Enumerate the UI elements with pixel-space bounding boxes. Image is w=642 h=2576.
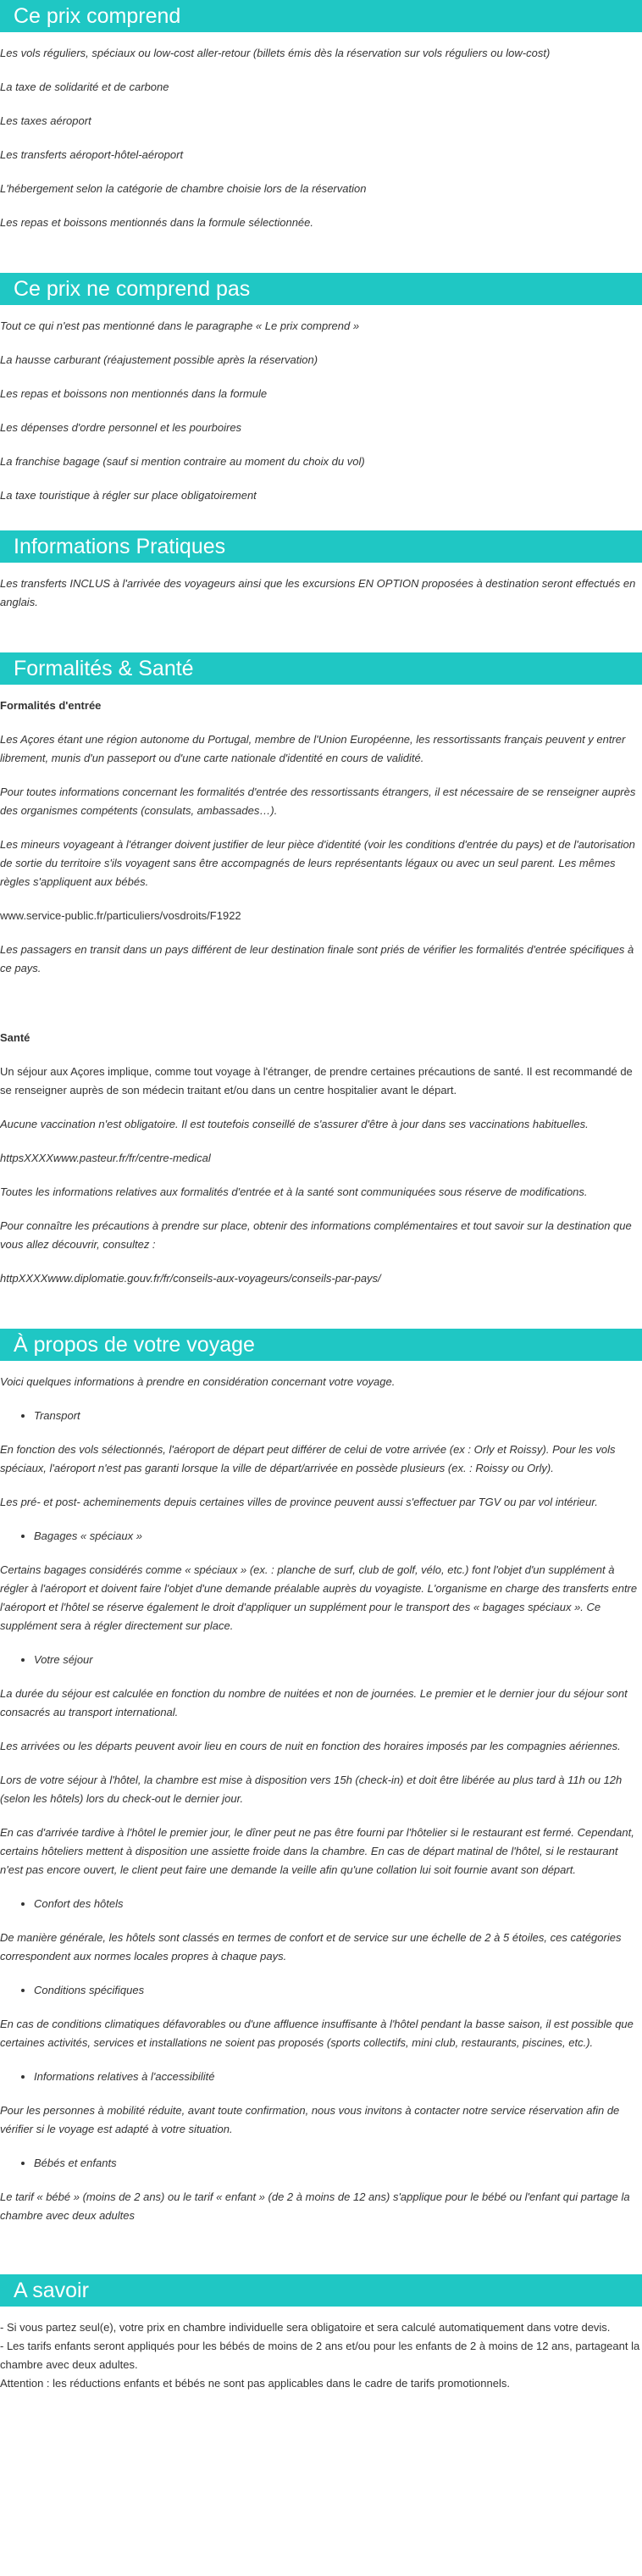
section-title: Formalités & Santé [0,652,642,685]
bullet-heading-conditions: • Conditions spécifiques [34,1981,642,2000]
bullet-heading-confort: • Confort des hôtels [34,1895,642,1913]
paragraph: Pour les personnes à mobilité réduite, avant toute confirmation, nous vous invitons à contacter notre service réservation afin de vérifier si le voyage est adapté à votre situation. [0,2104,620,2135]
list-item: La franchise bagage (sauf si mention contraire au moment du choix du vol) [0,455,365,468]
section-a-savoir [0,2274,642,2393]
bullet-list [0,1651,642,1669]
paragraph: Voici quelques informations à prendre en considération concernant votre voyage. [0,1375,396,1388]
bullet-heading-bebes: • Bébés et enfants [34,2154,642,2173]
bullet-heading-transport: • Transport [34,1407,642,1425]
bullet-heading-bagages: • Bagages « spéciaux » [34,1527,642,1546]
diplomatie-link[interactable]: httpXXXXwww.diplomatie.gouv.fr/fr/conseils-aux-voyageurs/conseils-par-pays/ [0,1272,381,1285]
section-title: Ce prix comprend [0,0,642,32]
list-item: Tout ce qui n'est pas mentionné dans le paragraphe « Le prix comprend » [0,319,360,332]
bullet-list [0,1895,642,1913]
section-body [0,685,642,1288]
list-item: Les repas et boissons mentionnés dans la formule sélectionnée. [0,216,313,229]
section-title: Informations Pratiques [0,530,642,563]
list-item: La taxe touristique à régler sur place obligatoirement [0,489,257,502]
section-title: À propos de votre voyage [0,1329,642,1361]
paragraph: Les passagers en transit dans un pays différent de leur destination finale sont priés de vérifier les formalités d'entrée spécifiques à ce pays. [0,943,634,974]
section-prix-ne-comprend [0,273,642,505]
paragraph: Pour connaître les précautions à prendre sur place, obtenir des informations complémentaires et tout savoir sur la destination que vous allez découvrir, consultez : [0,1219,632,1251]
section-body [0,305,642,505]
list-item: Les transferts aéroport-hôtel-aéroport [0,148,184,161]
bullet-list [0,1407,642,1425]
section-body [0,2307,642,2393]
section-a-propos [0,1329,642,2225]
subheading-formalites-entree: Formalités d'entrée [0,699,102,712]
bullet-list [0,2154,642,2173]
section-title: Ce prix ne comprend pas [0,273,642,305]
list-item: La hausse carburant (réajustement possible après la réservation) [0,353,318,366]
paragraph: Les mineurs voyageant à l'étranger doivent justifier de leur pièce d'identité (voir les conditions d'entrée du pays) et de l'autorisation de sortie du territoire s'ils voyagent sans être accompagnés de leurs représentants légaux ou avec un seul parent. Les mêmes règles s'appliquent aux bébés. [0,838,635,888]
paragraph: Un séjour aux Açores implique, comme tout voyage à l'étranger, de prendre certaines précautions de santé. Il est recommandé de se renseigner auprès de son médecin traitant et/ou dans un centre hospitalier avant le départ. [0,1065,633,1096]
list-item: Les taxes aéroport [0,114,91,127]
section-body [0,563,642,612]
section-formalites-sante [0,652,642,1288]
list-item: Les dépenses d'ordre personnel et les pourboires [0,421,242,434]
paragraph: En fonction des vols sélectionnés, l'aéroport de départ peut différer de celui de votre arrivée (ex : Orly et Roissy). Pour les vols spéciaux, l'aéroport n'est pas garanti lorsque la ville de départ/arrivée en possède plusieurs (ex. : Roissy ou Orly). [0,1443,616,1474]
paragraph: Les transferts INCLUS à l'arrivée des voyageurs ainsi que les excursions EN OPTION proposées à destination seront effectués en anglais. [0,577,636,608]
bullet-heading-sejour: • Votre séjour [34,1651,642,1669]
list-item: Les repas et boissons non mentionnés dans la formule [0,387,268,400]
paragraph: En cas de conditions climatiques défavorables ou d'une affluence insuffisante à l'hôtel pendant la basse saison, il est possible que certaines activités, services et installations ne soient pas proposés (sports collectifs, mini club, restaurants, piscines, etc.). [0,2018,634,2049]
section-body [0,32,642,232]
paragraph: Pour toutes informations concernant les formalités d'entrée des ressortissants étrangers, il est nécessaire de se renseigner auprès des organismes compétents (consulats, ambassades…). [0,786,636,817]
service-public-link[interactable]: www.service-public.fr/particuliers/vosdroits/F1922 [0,909,241,922]
section-prix-comprend [0,0,642,232]
bullet-list [0,1527,642,1546]
paragraph: La durée du séjour est calculée en fonction du nombre de nuitées et non de journées. Le premier et le dernier jour du séjour sont consacrés au transport international. [0,1687,628,1718]
section-body [0,1361,642,2225]
paragraph: Le tarif « bébé » (moins de 2 ans) ou le tarif « enfant » (de 2 à moins de 12 ans) s'applique pour le bébé ou l'enfant qui partage la chambre avec deux adultes [0,2190,630,2222]
paragraph: De manière générale, les hôtels sont classés en termes de confort et de service sur une échelle de 2 à 5 étoiles, ces catégories correspondent aux normes locales propres à chaque pays. [0,1931,622,1963]
list-item: L'hébergement selon la catégorie de chambre choisie lors de la réservation [0,182,367,195]
bullet-list [0,1981,642,2000]
paragraph: Aucune vaccination n'est obligatoire. Il est toutefois conseillé de s'assurer d'être à jour dans ses vaccinations habituelles. [0,1118,589,1130]
paragraph: En cas d'arrivée tardive à l'hôtel le premier jour, le dîner peut ne pas être fourni par l'hôtelier si le restaurant est fermé. Cependant, certains hôteliers mettent à disposition une assiette froide dans la chambre. En cas de départ matinal de l'hôtel, si le restaurant n'est pas encore ouvert, le client peut faire une demande la veille afin qu'une collation lui soit fournie avant son départ. [0,1826,634,1876]
paragraph: Lors de votre séjour à l'hôtel, la chambre est mise à disposition vers 15h (check-in) et doit être libérée au plus tard à 11h ou 12h (selon les hôtels) lors du check-out le dernier jour. [0,1774,623,1805]
paragraph: Les arrivées ou les départs peuvent avoir lieu en cours de nuit en fonction des horaires imposés par les compagnies aériennes. [0,1740,621,1752]
paragraph: Les Açores étant une région autonome du Portugal, membre de l'Union Européenne, les ressortissants français peuvent y entrer librement, munis d'un passeport ou d'une carte nationale d'identité en cours de validité. [0,733,626,764]
section-informations-pratiques [0,530,642,612]
pasteur-link[interactable]: httpsXXXXwww.pasteur.fr/fr/centre-medical [0,1152,211,1164]
paragraph: Toutes les informations relatives aux formalités d'entrée et à la santé sont communiquées sous réserve de modifications. [0,1185,588,1198]
section-title: A savoir [0,2274,642,2307]
subheading-sante: Santé [0,1031,30,1044]
bullet-heading-accessibilite: • Informations relatives à l'accessibilité [34,2068,642,2086]
bullet-list [0,2068,642,2086]
note-line: - Les tarifs enfants seront appliqués pour les bébés de moins de 2 ans et/ou pour les enfants de 2 à moins de 12 ans, partageant la chambre avec deux adultes. [0,2340,640,2371]
paragraph: Les pré- et post- acheminements depuis certaines villes de province peuvent aussi s'effectuer par TGV ou par vol intérieur. [0,1496,598,1508]
list-item: La taxe de solidarité et de carbone [0,80,169,93]
list-item: Les vols réguliers, spéciaux ou low-cost aller-retour (billets émis dès la réservation sur vols réguliers ou low-cost) [0,47,551,59]
note-line: - Si vous partez seul(e), votre prix en chambre individuelle sera obligatoire et sera calculé automatiquement dans votre devis. [0,2321,611,2334]
note-line: Attention : les réductions enfants et bébés ne sont pas applicables dans le cadre de tarifs promotionnels. [0,2377,510,2390]
paragraph: Certains bagages considérés comme « spéciaux » (ex. : planche de surf, club de golf, vélo, etc.) font l'objet d'un supplément à régler à l'aéroport et doivent faire l'objet d'une demande préalable auprès du voyagiste. L'organisme en charge des transferts entre l'aéroport et l'hôtel se réserve également le droit d'appliquer un supplément pour le transport des « bagages spéciaux ». Ce supplément sera à régler directement sur place. [0,1563,638,1632]
